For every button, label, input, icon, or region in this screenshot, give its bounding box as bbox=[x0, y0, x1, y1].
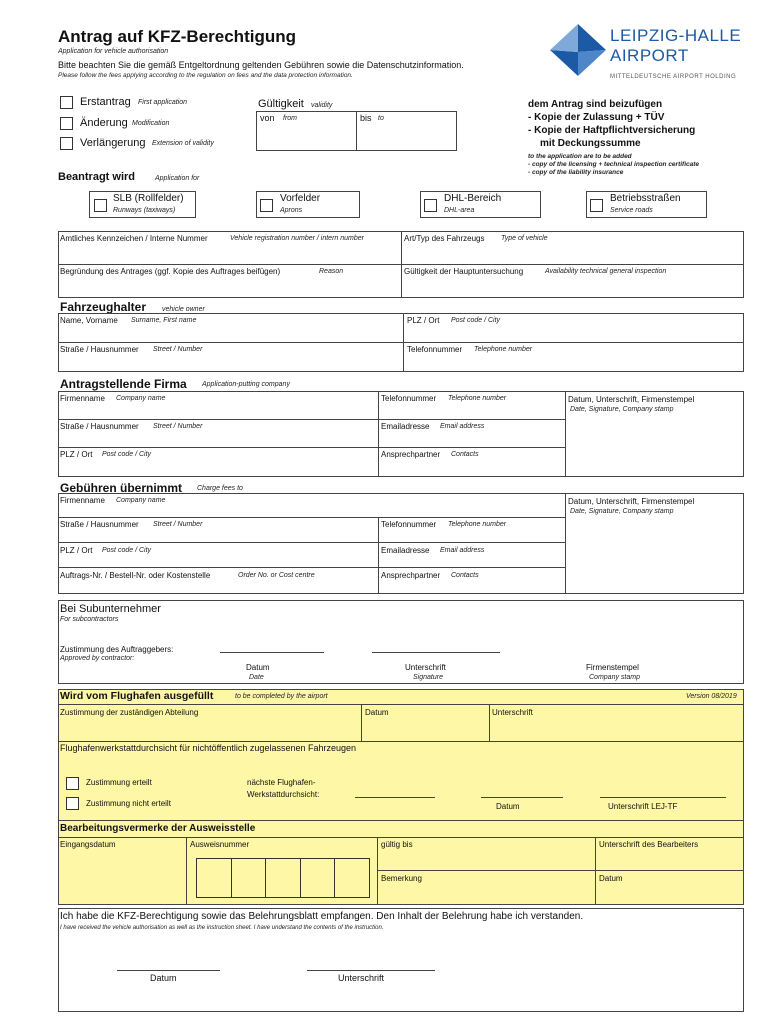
first-application-label: Erstantrag bbox=[80, 96, 131, 108]
logo-line1: LEIPZIG-HALLE bbox=[610, 26, 742, 45]
fees-firm-field[interactable] bbox=[60, 505, 563, 515]
fees-table-row-divider-3 bbox=[58, 567, 565, 568]
validity-from-label: von bbox=[260, 113, 275, 123]
office-col-3 bbox=[595, 837, 596, 905]
card-digit-box[interactable] bbox=[232, 859, 267, 897]
inspection-label-en: Availability technical general inspection bbox=[545, 268, 667, 275]
card-number-boxes[interactable] bbox=[196, 858, 370, 898]
company-title: Antragstellende Firma bbox=[60, 377, 187, 391]
fees-contact-label: Ansprechpartner bbox=[381, 571, 441, 580]
page-title-en: Application for vehicle authorisation bbox=[58, 48, 169, 55]
validity-from-label-en: from bbox=[283, 115, 297, 122]
office-col-1 bbox=[186, 837, 187, 905]
fees-email-label-en: Email address bbox=[440, 547, 485, 554]
clerk-signature-field[interactable] bbox=[599, 851, 742, 868]
remark-label: Bemerkung bbox=[381, 874, 422, 883]
validity-label-en: validity bbox=[311, 102, 333, 109]
owner-plz-label-en: Post code / City bbox=[451, 317, 501, 324]
area-dhl-checkbox[interactable] bbox=[424, 199, 437, 212]
fees-table-col-divider bbox=[378, 517, 379, 594]
fees-sign-label: Datum, Unterschrift, Firmenstempel bbox=[568, 497, 695, 506]
office-header-divider bbox=[58, 837, 744, 838]
area-roads-label-en: Service roads bbox=[610, 207, 653, 214]
sub-date-field[interactable] bbox=[220, 638, 324, 652]
plate-label: Amtliches Kennzeichen / Interne Nummer bbox=[60, 234, 208, 243]
first-application-checkbox[interactable] bbox=[60, 96, 73, 109]
fees-order-label: Auftrags-Nr. / Bestell-Nr. oder Kostenstelle bbox=[60, 571, 211, 580]
fees-email-field[interactable] bbox=[381, 556, 563, 566]
attachment-1: - Kopie der Zulassung + TÜV bbox=[528, 112, 665, 123]
vehicle-table-col-divider bbox=[401, 231, 402, 298]
owner-name-field[interactable] bbox=[60, 326, 400, 340]
owner-street-field[interactable] bbox=[60, 355, 400, 370]
area-slb-label: SLB (Rollfelder) bbox=[113, 193, 184, 204]
fees-sign-field[interactable] bbox=[568, 519, 742, 592]
company-phone-field[interactable] bbox=[381, 404, 563, 417]
owner-name-label: Name, Vorname bbox=[60, 316, 118, 325]
page-title: Antrag auf KFZ-Berechtigung bbox=[58, 27, 296, 46]
company-contact-label: Ansprechpartner bbox=[381, 450, 441, 459]
remark-field[interactable] bbox=[381, 885, 593, 903]
office-date-label: Datum bbox=[599, 874, 623, 883]
sub-stamp-label: Firmenstempel bbox=[586, 663, 639, 672]
company-email-field[interactable] bbox=[381, 432, 563, 445]
company-email-label-en: Email address bbox=[440, 423, 485, 430]
valid-until-label: gültig bis bbox=[381, 840, 413, 849]
company-sign-label-en: Date, Signature, Company stamp bbox=[570, 406, 674, 413]
fees-table-sign-divider bbox=[565, 493, 566, 594]
company-table-col-divider bbox=[378, 391, 379, 477]
validity-from-field[interactable] bbox=[258, 124, 354, 149]
owner-name-label-en: Surname, First name bbox=[131, 317, 197, 324]
office-date-field[interactable] bbox=[599, 885, 742, 903]
workshop-date-line bbox=[481, 797, 563, 798]
plate-label-en: Vehicle registration number / intern number bbox=[230, 235, 364, 242]
fees-phone-label: Telefonnummer bbox=[381, 520, 437, 529]
card-digit-box[interactable] bbox=[266, 859, 301, 897]
company-street-label: Straße / Hausnummer bbox=[60, 422, 139, 431]
validity-to-field[interactable] bbox=[358, 124, 454, 149]
reason-label: Begründung des Antrages (ggf. Kopie des Auftrages beifügen) bbox=[60, 267, 281, 276]
sub-stamp-label-en: Company stamp bbox=[589, 674, 640, 681]
airport-title-en: to be completed by the airport bbox=[235, 693, 328, 700]
approval-label-en: Approved by contractor: bbox=[60, 655, 135, 662]
company-firm-field[interactable] bbox=[60, 404, 376, 417]
card-digit-box[interactable] bbox=[197, 859, 232, 897]
airport-title: Wird vom Flughafen ausgefüllt bbox=[60, 690, 214, 702]
validity-to-label: bis bbox=[360, 113, 372, 123]
approval-label: Zustimmung des Auftraggebers: bbox=[60, 645, 174, 654]
fees-contact-label-en: Contacts bbox=[451, 572, 479, 579]
receipt-signature-line bbox=[307, 970, 435, 971]
fee-notice-en: Please follow the fees applying according to the regulation on fees and the data protection information. bbox=[58, 72, 353, 79]
company-contact-field[interactable] bbox=[381, 460, 563, 475]
dept-approval-label: Zustimmung der zuständigen Abteilung bbox=[60, 708, 199, 717]
owner-table-col-divider bbox=[403, 313, 404, 372]
received-date-field[interactable] bbox=[60, 851, 184, 903]
office-divider bbox=[58, 820, 744, 821]
dept-date-label: Datum bbox=[365, 708, 389, 717]
area-title-en: Application for bbox=[155, 175, 200, 182]
airport-dept-col-2 bbox=[489, 704, 490, 741]
workshop-date-field[interactable] bbox=[481, 783, 563, 797]
receipt-text: Ich habe die KFZ-Berechtigung sowie das Belehrungsblatt empfangen. Den Inhalt der Belehrung habe ich verstanden. bbox=[60, 911, 584, 922]
fees-firm-label-en: Company name bbox=[116, 497, 166, 504]
area-roads-label: Betriebsstraßen bbox=[610, 193, 681, 204]
extension-label: Verlängerung bbox=[80, 137, 146, 149]
subcontractor-title: Bei Subunternehmer bbox=[60, 603, 161, 615]
fees-street-label-en: Street / Number bbox=[153, 521, 203, 528]
owner-title: Fahrzeughalter bbox=[60, 300, 147, 314]
inspection-field[interactable] bbox=[404, 277, 742, 296]
first-application-label-en: First application bbox=[138, 99, 188, 106]
office-row-divider bbox=[377, 870, 744, 871]
company-street-field[interactable] bbox=[60, 432, 376, 445]
workshop-date-label: Datum bbox=[496, 802, 520, 811]
fees-plz-label-en: Post code / City bbox=[102, 547, 152, 554]
fees-phone-field[interactable] bbox=[381, 530, 563, 540]
company-table-row-divider-1 bbox=[58, 419, 565, 420]
company-plz-label-en: Post code / City bbox=[102, 451, 152, 458]
fees-plz-label: PLZ / Ort bbox=[60, 546, 93, 555]
airport-dept-divider bbox=[58, 741, 744, 742]
company-table-sign-divider bbox=[565, 391, 566, 477]
attachments-title: dem Antrag sind beizufügen bbox=[528, 99, 663, 110]
company-firm-label-en: Company name bbox=[116, 395, 166, 402]
owner-street-label-en: Street / Number bbox=[153, 346, 203, 353]
company-phone-label: Telefonnummer bbox=[381, 394, 437, 403]
version-label: Version 08/2019 bbox=[686, 693, 737, 700]
area-aprons-label-en: Aprons bbox=[280, 207, 303, 214]
lej-signature-line bbox=[600, 797, 726, 798]
attachment-2: - Kopie der Haftpflichtversicherung bbox=[528, 125, 696, 136]
fees-phone-label-en: Telephone number bbox=[448, 521, 507, 528]
validity-label: Gültigkeit bbox=[258, 98, 304, 110]
sub-date-label-en: Date bbox=[249, 674, 264, 681]
company-plz-label: PLZ / Ort bbox=[60, 450, 93, 459]
fees-title-en: Charge fees to bbox=[197, 485, 243, 492]
fees-contact-field[interactable] bbox=[381, 581, 563, 592]
company-phone-label-en: Telephone number bbox=[448, 395, 507, 402]
received-date-label: Eingangsdatum bbox=[60, 840, 116, 849]
approval-granted-checkbox[interactable] bbox=[66, 777, 79, 790]
modification-label-en: Modification bbox=[132, 120, 170, 127]
owner-street-label: Straße / Hausnummer bbox=[60, 345, 139, 354]
logo-line3: MITTELDEUTSCHE AIRPORT HOLDING bbox=[610, 74, 737, 80]
sub-signature-label-en: Signature bbox=[413, 674, 443, 681]
owner-phone-label: Telefonnummer bbox=[407, 345, 463, 354]
logo-line2: AIRPORT bbox=[610, 46, 689, 65]
company-contact-label-en: Contacts bbox=[451, 451, 479, 458]
inspection-label: Gültigkeit der Hauptuntersuchung bbox=[404, 267, 524, 276]
sub-date-line bbox=[220, 652, 324, 653]
fees-table-row-divider-1 bbox=[58, 517, 565, 518]
clerk-signature-label: Unterschrift des Bearbeiters bbox=[599, 840, 699, 849]
receipt-text-en: I have received the vehicle authorisation as well as the instruction sheet. I have understand the contents of the instruction. bbox=[60, 925, 384, 931]
fees-firm-label: Firmenname bbox=[60, 496, 105, 505]
area-dhl-label: DHL-Bereich bbox=[444, 193, 502, 204]
lej-signature-field[interactable] bbox=[600, 783, 726, 797]
card-digit-box[interactable] bbox=[301, 859, 336, 897]
validity-divider bbox=[356, 111, 357, 151]
area-dhl-label-en: DHL-area bbox=[444, 207, 475, 214]
reason-field[interactable] bbox=[60, 277, 398, 296]
workshop-label: Flughafenwerkstattdurchsicht für nichtöffentlich zugelassenen Fahrzeugen bbox=[60, 743, 357, 753]
area-aprons-checkbox[interactable] bbox=[260, 199, 273, 212]
plate-field[interactable] bbox=[60, 244, 398, 262]
sub-date-label: Datum bbox=[246, 663, 270, 672]
vehicle-type-field[interactable] bbox=[404, 244, 742, 262]
company-sign-label: Datum, Unterschrift, Firmenstempel bbox=[568, 395, 695, 404]
office-col-2 bbox=[377, 837, 378, 905]
area-title: Beantragt wird bbox=[58, 171, 136, 183]
subcontractor-title-en: For subcontractors bbox=[60, 616, 119, 623]
sub-signature-label: Unterschrift bbox=[405, 663, 446, 672]
area-slb-checkbox[interactable] bbox=[94, 199, 107, 212]
card-number-label: Ausweisnummer bbox=[190, 840, 250, 849]
company-email-label: Emailadresse bbox=[381, 422, 430, 431]
next-inspection-field[interactable] bbox=[355, 783, 435, 797]
reason-label-en: Reason bbox=[319, 268, 344, 275]
airport-logo-icon bbox=[548, 22, 608, 78]
lej-signature-label: Unterschrift LEJ-TF bbox=[608, 802, 678, 811]
attachment-3: mit Deckungssumme bbox=[540, 138, 641, 149]
receipt-date-line bbox=[117, 970, 220, 971]
company-sign-field[interactable] bbox=[568, 417, 742, 475]
attachments-en-3: - copy of the liability insurance bbox=[528, 169, 624, 176]
dept-signature-field[interactable] bbox=[492, 719, 742, 739]
fees-street-label: Straße / Hausnummer bbox=[60, 520, 139, 529]
owner-phone-label-en: Telephone number bbox=[474, 346, 533, 353]
receipt-date-field[interactable] bbox=[117, 950, 220, 970]
vehicle-type-label: Art/Typ des Fahrzeugs bbox=[404, 234, 485, 243]
fees-street-field[interactable] bbox=[60, 530, 376, 540]
fees-order-field[interactable] bbox=[60, 581, 376, 592]
owner-phone-field[interactable] bbox=[407, 355, 741, 370]
area-roads-checkbox[interactable] bbox=[590, 199, 603, 212]
next-inspection-label-1: nächste Flughafen- bbox=[247, 778, 316, 787]
area-slb-label-en: Runways (taxiways) bbox=[113, 207, 176, 214]
approval-granted-label: Zustimmung erteilt bbox=[86, 778, 152, 787]
validity-to-label-en: to bbox=[378, 115, 384, 122]
office-title: Bearbeitungsvermerke der Ausweisstelle bbox=[60, 823, 256, 834]
company-table-row-divider-2 bbox=[58, 447, 565, 448]
owner-plz-label: PLZ / Ort bbox=[407, 316, 440, 325]
company-title-en: Application-putting company bbox=[202, 381, 290, 388]
fees-sign-label-en: Date, Signature, Company stamp bbox=[570, 508, 674, 515]
extension-checkbox[interactable] bbox=[60, 137, 73, 150]
fees-email-label: Emailadresse bbox=[381, 546, 430, 555]
valid-until-field[interactable] bbox=[381, 851, 593, 868]
company-street-label-en: Street / Number bbox=[153, 423, 203, 430]
extension-label-en: Extension of validity bbox=[152, 140, 214, 147]
sub-stamp-field[interactable] bbox=[560, 636, 710, 660]
vehicle-type-label-en: Type of vehicle bbox=[501, 235, 548, 242]
fees-plz-field[interactable] bbox=[60, 556, 376, 566]
next-inspection-line bbox=[355, 797, 435, 798]
card-digit-box[interactable] bbox=[335, 859, 369, 897]
dept-signature-label: Unterschrift bbox=[492, 708, 533, 717]
owner-title-en: vehicle owner bbox=[162, 306, 205, 313]
approval-denied-checkbox[interactable] bbox=[66, 797, 79, 810]
receipt-signature-label: Unterschrift bbox=[338, 973, 385, 983]
modification-checkbox[interactable] bbox=[60, 117, 73, 130]
fees-title: Gebühren übernimmt bbox=[60, 481, 183, 495]
owner-plz-field[interactable] bbox=[407, 326, 741, 340]
company-firm-label: Firmenname bbox=[60, 394, 105, 403]
airport-logo bbox=[548, 22, 748, 82]
attachments-en-2: - copy of the licensing + technical inspection certificate bbox=[528, 161, 700, 168]
receipt-date-label: Datum bbox=[150, 973, 177, 983]
area-aprons-label: Vorfelder bbox=[280, 193, 321, 204]
modification-label: Änderung bbox=[80, 117, 128, 129]
approval-denied-label: Zustimmung nicht erteilt bbox=[86, 799, 171, 808]
dept-approval-field[interactable] bbox=[60, 719, 359, 739]
sub-signature-field[interactable] bbox=[372, 638, 500, 652]
dept-date-field[interactable] bbox=[365, 719, 487, 739]
airport-dept-col-1 bbox=[361, 704, 362, 741]
owner-table-row-divider bbox=[58, 342, 744, 343]
next-inspection-label-2: Werkstattdurchsicht: bbox=[247, 790, 320, 799]
fee-notice: Bitte beachten Sie die gemäß Entgeltordnung geltenden Gebühren sowie die Datenschutzinformation. bbox=[58, 60, 464, 70]
receipt-signature-field[interactable] bbox=[307, 950, 435, 970]
airport-header-divider bbox=[58, 704, 744, 705]
sub-signature-line bbox=[372, 652, 500, 653]
company-plz-field[interactable] bbox=[60, 460, 376, 475]
attachments-en-1: to the application are to be added bbox=[528, 153, 632, 160]
fees-table-row-divider-2 bbox=[58, 542, 565, 543]
fees-order-label-en: Order No. or Cost centre bbox=[238, 572, 315, 579]
